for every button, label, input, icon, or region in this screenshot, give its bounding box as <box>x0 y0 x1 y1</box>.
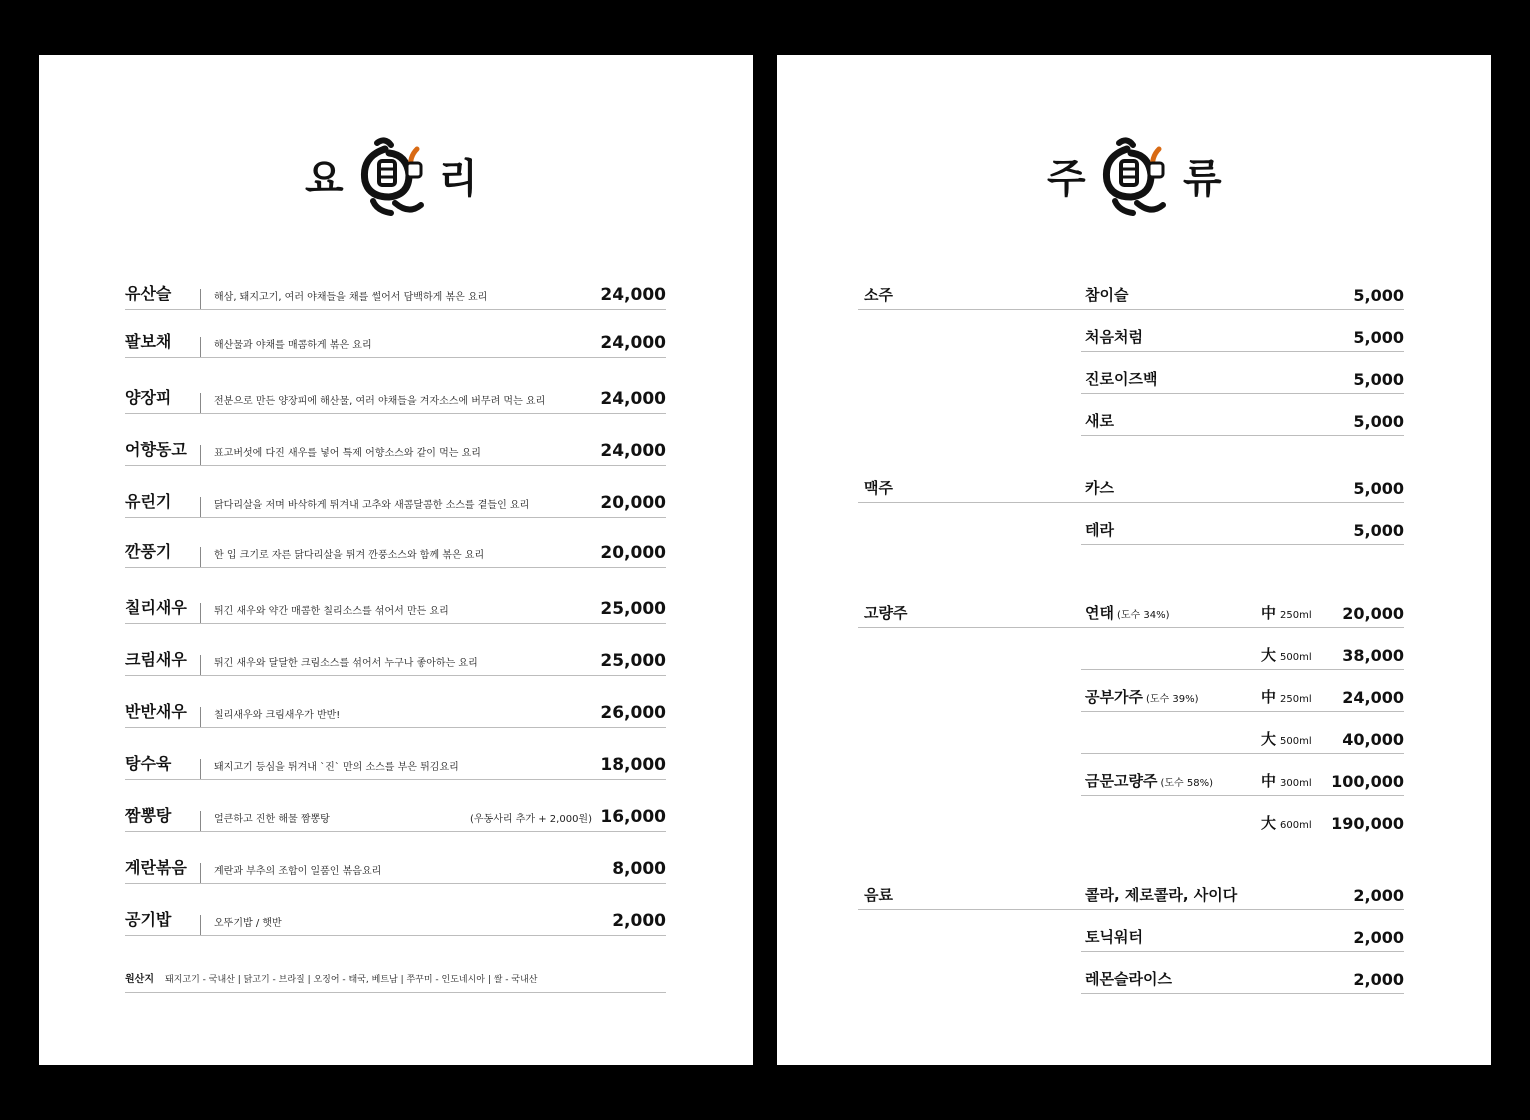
origin-info <box>125 967 666 993</box>
menu-item-desc: 해산물과 야채를 매콤하게 볶은 요리 <box>214 340 372 351</box>
menu-item-desc: 해삼, 돼지고기, 여러 야채들을 채를 썰어서 담백하게 볶은 요리 <box>214 292 488 303</box>
menu-item-desc: 칠리새우와 크림새우가 반반! <box>214 710 341 721</box>
drink-row <box>1081 727 1404 754</box>
menu-row <box>125 483 666 518</box>
menu-item-name: 어향동고 <box>125 440 187 459</box>
drinks-title-right: 류 <box>1183 156 1222 202</box>
drink-row <box>1081 409 1404 436</box>
menu-row <box>125 901 666 936</box>
menu-row <box>125 693 666 728</box>
drink-size <box>1261 287 1265 305</box>
drink-size: 大 500ml <box>1261 730 1312 748</box>
food-menu-page <box>39 55 753 1065</box>
menu-item-price: 25,000 <box>600 651 666 671</box>
drink-size: 中 250ml <box>1261 604 1312 622</box>
menu-item-desc: 돼지고기 등심을 튀겨내 `진` 만의 소스를 부은 튀김요리 <box>214 762 459 773</box>
menu-item-desc: 튀긴 새우와 약간 매콤한 칠리소스를 섞어서 만든 요리 <box>214 606 449 617</box>
drink-price: 190,000 <box>1331 814 1404 833</box>
drink-row <box>1081 643 1404 670</box>
drink-name: 금문고량주 (도수 58%) <box>1085 772 1213 790</box>
menu-item-price: 2,000 <box>612 911 666 931</box>
divider <box>200 445 201 465</box>
menu-item-name: 유산슬 <box>125 284 172 303</box>
menu-row <box>125 431 666 466</box>
menu-item-desc: 표고버섯에 다진 새우를 넣어 특제 어향소스와 같이 먹는 요리 <box>214 448 481 459</box>
drink-price: 5,000 <box>1353 521 1404 540</box>
drink-price: 2,000 <box>1353 928 1404 947</box>
drink-price: 2,000 <box>1353 886 1404 905</box>
drink-name: 카스 <box>1085 479 1114 497</box>
drink-row <box>1081 518 1404 545</box>
drink-row <box>1081 811 1404 837</box>
menu-item-price: 24,000 <box>600 441 666 461</box>
menu-item-price: 24,000 <box>600 333 666 353</box>
menu-item-price: 20,000 <box>600 493 666 513</box>
category-label: 고량주 <box>864 604 908 622</box>
drink-size: 大 600ml <box>1261 814 1312 832</box>
drink-price: 2,000 <box>1353 970 1404 989</box>
menu-item-price: 8,000 <box>612 859 666 879</box>
drink-name <box>1085 647 1088 665</box>
menu-item-price: 25,000 <box>600 599 666 619</box>
drink-size <box>1261 522 1265 540</box>
menu-item-price: 24,000 <box>600 389 666 409</box>
origin-list: 돼지고기 - 국내산 | 닭고기 - 브라질 | 오징어 - 태국, 베트남 | 쭈꾸미 - 인도네시아 | 쌀 - 국내산 <box>165 975 538 985</box>
drinks-menu-page <box>777 55 1491 1065</box>
menu-item-name: 크림새우 <box>125 650 187 669</box>
menu-row <box>125 323 666 358</box>
drink-price: 38,000 <box>1342 646 1404 665</box>
drink-name: 레몬슬라이스 <box>1085 970 1172 988</box>
menu-item-price: 26,000 <box>600 703 666 723</box>
food-title <box>39 135 753 225</box>
menu-item-price: 16,000 <box>600 807 666 827</box>
drink-row <box>1081 883 1404 910</box>
divider <box>200 547 201 567</box>
drink-row <box>1081 601 1404 628</box>
menu-row <box>125 589 666 624</box>
divider <box>200 289 201 309</box>
menu-item-desc: 닭다리살을 저며 바삭하게 튀겨내 고추와 새콤달콤한 소스를 곁들인 요리 <box>214 500 530 511</box>
divider <box>200 603 201 623</box>
drink-price: 100,000 <box>1331 772 1404 791</box>
drink-name: 테라 <box>1085 521 1114 539</box>
category-label: 맥주 <box>864 479 893 497</box>
drink-name: 진로이즈백 <box>1085 370 1158 388</box>
category-label: 음료 <box>864 886 893 904</box>
menu-row <box>125 745 666 780</box>
drink-size <box>1261 971 1265 989</box>
drink-name: 처음처럼 <box>1085 328 1143 346</box>
drink-row <box>1081 925 1404 952</box>
menu-item-name: 반반새우 <box>125 702 187 721</box>
food-title-right: 리 <box>439 156 478 202</box>
drink-price: 20,000 <box>1342 604 1404 623</box>
food-title-left: 요 <box>305 156 344 202</box>
menu-row <box>125 275 666 310</box>
menu-item-price: 18,000 <box>600 755 666 775</box>
logo-icon <box>355 135 435 219</box>
drink-name <box>1085 731 1088 749</box>
drink-price: 5,000 <box>1353 286 1404 305</box>
menu-item-name: 공기밥 <box>125 910 172 929</box>
drink-size <box>1261 887 1265 905</box>
drink-row <box>1081 283 1404 310</box>
menu-item-desc: 튀긴 새우와 달달한 크림소스를 섞어서 누구나 좋아하는 요리 <box>214 658 478 669</box>
divider <box>200 707 201 727</box>
drink-size: 中 250ml <box>1261 688 1312 706</box>
drink-price: 5,000 <box>1353 370 1404 389</box>
menu-item-name: 깐풍기 <box>125 542 172 561</box>
drink-name: 콜라, 제로콜라, 사이다 <box>1085 886 1238 904</box>
drinks-title-left: 주 <box>1047 156 1086 202</box>
divider <box>200 497 201 517</box>
menu-item-name: 계란볶음 <box>125 858 187 877</box>
logo-icon <box>1097 135 1177 219</box>
drink-row <box>1081 967 1404 994</box>
drink-name: 공부가주 (도수 39%) <box>1085 688 1199 706</box>
category-label: 소주 <box>864 286 893 304</box>
drink-price: 24,000 <box>1342 688 1404 707</box>
drink-row <box>1081 367 1404 394</box>
drink-size: 中 300ml <box>1261 772 1312 790</box>
menu-item-price: 24,000 <box>600 285 666 305</box>
drink-price: 40,000 <box>1342 730 1404 749</box>
drink-name: 참이슬 <box>1085 286 1129 304</box>
menu-item-price: 20,000 <box>600 543 666 563</box>
menu-item-name: 탕수육 <box>125 754 172 773</box>
drink-size <box>1261 413 1265 431</box>
divider <box>200 393 201 413</box>
drink-row <box>1081 685 1404 712</box>
divider <box>200 655 201 675</box>
menu-item-desc: 오뚜기밥 / 햇반 <box>214 918 282 929</box>
menu-item-desc: 전분으로 만든 양장피에 해산물, 여러 야채들을 겨자소스에 버무려 먹는 요리 <box>214 396 546 407</box>
menu-row <box>125 533 666 568</box>
divider <box>200 811 201 831</box>
menu-item-name: 칠리새우 <box>125 598 187 617</box>
origin-label: 원산지 <box>125 974 154 985</box>
drink-row <box>1081 769 1404 796</box>
drink-size <box>1261 329 1265 347</box>
divider <box>200 863 201 883</box>
menu-item-desc: 얼큰하고 진한 해물 짬뽕탕 <box>214 814 330 825</box>
drink-name: 토닉워터 <box>1085 928 1143 946</box>
menu-row <box>125 849 666 884</box>
menu-item-note: (우동사리 추가 + 2,000원) <box>470 814 592 825</box>
drink-name: 연태 (도수 34%) <box>1085 604 1170 622</box>
drink-size: 大 500ml <box>1261 646 1312 664</box>
menu-item-name: 짬뽕탕 <box>125 806 172 825</box>
drink-name <box>1085 815 1088 833</box>
drink-price: 5,000 <box>1353 479 1404 498</box>
menu-item-desc: 한 입 크기로 자른 닭다리살을 튀겨 깐풍소스와 함께 볶은 요리 <box>214 550 485 561</box>
divider <box>200 759 201 779</box>
drink-name: 새로 <box>1085 412 1114 430</box>
drink-size <box>1261 480 1265 498</box>
drinks-title <box>777 135 1491 225</box>
menu-row <box>125 797 666 832</box>
menu-item-desc: 계란과 부추의 조합이 일품인 볶음요리 <box>214 866 382 877</box>
menu-row <box>125 379 666 414</box>
drink-size <box>1261 371 1265 389</box>
drink-row <box>1081 476 1404 503</box>
drink-size <box>1261 929 1265 947</box>
menu-item-name: 팔보채 <box>125 332 172 351</box>
divider <box>200 915 201 935</box>
menu-row <box>125 641 666 676</box>
divider <box>200 337 201 357</box>
menu-item-name: 유린기 <box>125 492 172 511</box>
drink-price: 5,000 <box>1353 328 1404 347</box>
drink-price: 5,000 <box>1353 412 1404 431</box>
menu-item-name: 양장피 <box>125 388 172 407</box>
drink-row <box>1081 325 1404 352</box>
